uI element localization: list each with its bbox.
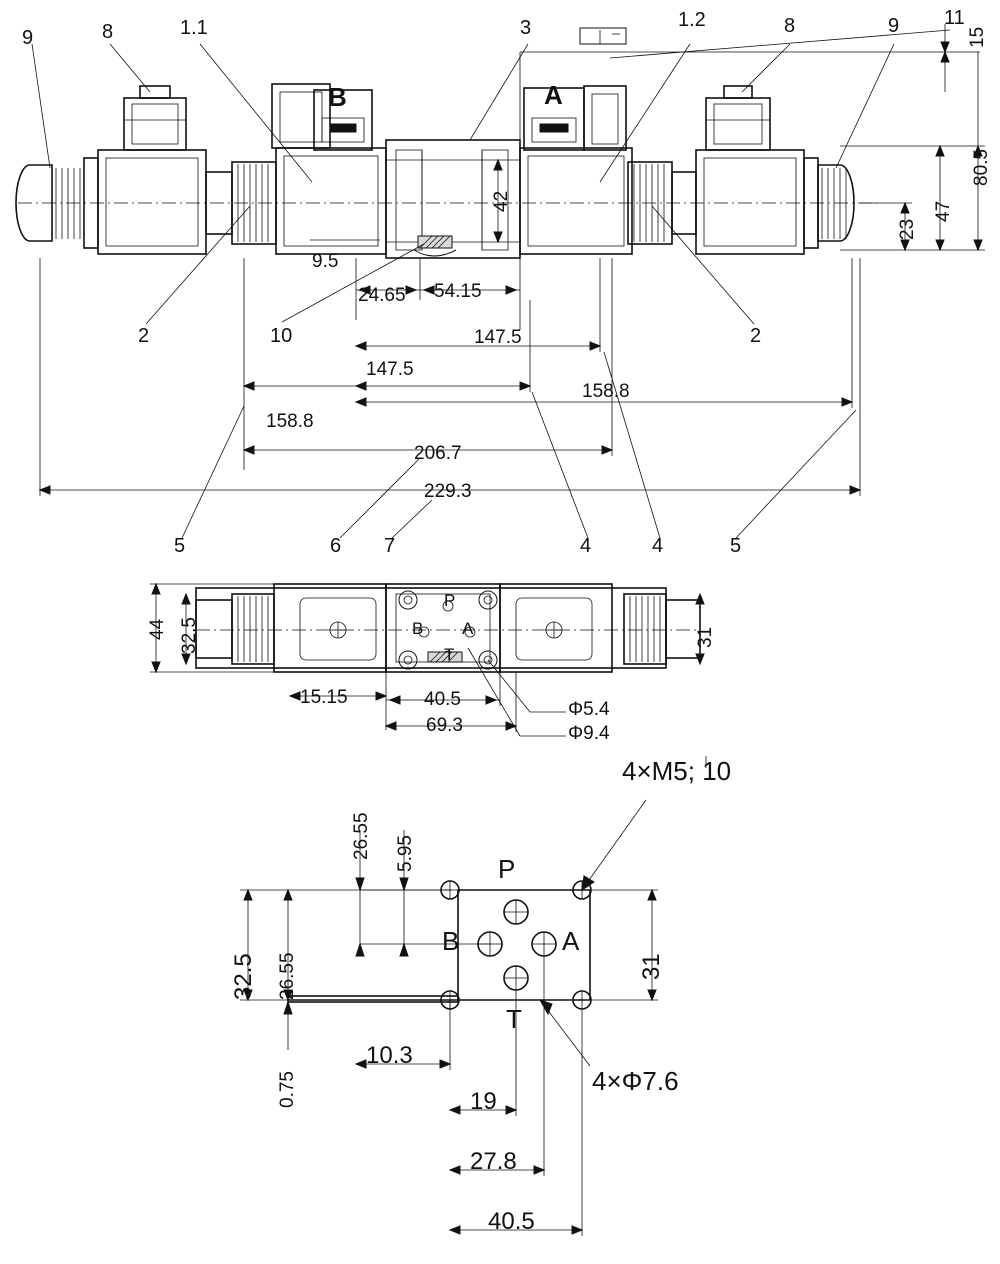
port-label-b-mount: B — [442, 926, 460, 956]
balloon-1-1: 1.1 — [180, 17, 208, 39]
dim-5-95: 5.95 — [395, 835, 416, 872]
dim-26-55-top: 26.55 — [351, 812, 372, 860]
balloon-8-right: 8 — [784, 15, 796, 37]
port-label-a-front: A — [544, 80, 563, 110]
balloon-11: 11 — [944, 7, 965, 29]
dim-15: 15 — [967, 26, 988, 48]
dim-26-55-left: 26.55 — [277, 952, 298, 1000]
balloon-6: 6 — [330, 535, 342, 557]
note-4xm5: 4×M5; 10 — [622, 756, 732, 786]
dim-19: 19 — [470, 1088, 497, 1115]
balloon-5-left: 5 — [174, 535, 186, 557]
port-label-t-top: T — [444, 645, 455, 664]
port-label-t-mount: T — [506, 1004, 522, 1034]
dim-10-3: 10.3 — [366, 1042, 413, 1069]
balloon-1-2: 1.2 — [678, 9, 706, 31]
port-label-p-top: P — [444, 591, 456, 610]
port-label-p-mount: P — [498, 854, 516, 884]
port-label-a-top: A — [462, 619, 474, 638]
dim-dia-5-4: Φ5.4 — [568, 699, 610, 720]
port-label-b-top: B — [412, 619, 424, 638]
dim-80-5: 80.5 — [971, 149, 992, 186]
port-label-a-mount: A — [562, 926, 580, 956]
dim-158-8-right: 158.8 — [582, 381, 630, 402]
dim-229-3: 229.3 — [424, 481, 472, 502]
dim-24-65: 24.65 — [358, 285, 406, 306]
dim-27-8: 27.8 — [470, 1148, 517, 1175]
balloon-3: 3 — [520, 17, 532, 39]
dim-206-7: 206.7 — [414, 443, 462, 464]
dim-69-3: 69.3 — [426, 715, 463, 736]
dim-0-75: 0.75 — [277, 1071, 298, 1108]
dim-9-5: 9.5 — [312, 251, 339, 272]
balloon-7: 7 — [384, 535, 396, 557]
dim-32-5-mount: 32.5 — [230, 953, 257, 1000]
note-4x-dia-7-6: 4×Φ7.6 — [592, 1066, 679, 1096]
dim-15-15: 15.15 — [300, 687, 348, 708]
dim-147-5-right: 147.5 — [474, 327, 522, 348]
balloon-8-left: 8 — [102, 21, 114, 43]
balloon-2-left: 2 — [138, 325, 150, 347]
dim-23: 23 — [897, 218, 918, 240]
dim-54-15: 54.15 — [434, 281, 482, 302]
balloon-4-left: 4 — [580, 535, 592, 557]
dim-31-top: 31 — [695, 626, 716, 648]
balloon-9-left: 9 — [22, 27, 34, 49]
dim-42: 42 — [491, 190, 512, 212]
balloon-5-right: 5 — [730, 535, 742, 557]
balloon-4-right: 4 — [652, 535, 664, 557]
dim-158-8-left: 158.8 — [266, 411, 314, 432]
dim-47: 47 — [933, 200, 954, 222]
dim-40-5-top: 40.5 — [424, 689, 461, 710]
dim-31-mount: 31 — [638, 953, 665, 980]
port-label-b-front: B — [328, 82, 347, 112]
dim-32-5-top: 32.5 — [179, 617, 200, 654]
balloon-9-right: 9 — [888, 15, 900, 37]
dim-40-5-mount: 40.5 — [488, 1208, 535, 1235]
balloon-10: 10 — [270, 325, 293, 347]
dim-44: 44 — [147, 618, 168, 640]
dim-147-5-left: 147.5 — [366, 359, 414, 380]
dim-dia-9-4: Φ9.4 — [568, 723, 610, 744]
balloon-2-right: 2 — [750, 325, 762, 347]
